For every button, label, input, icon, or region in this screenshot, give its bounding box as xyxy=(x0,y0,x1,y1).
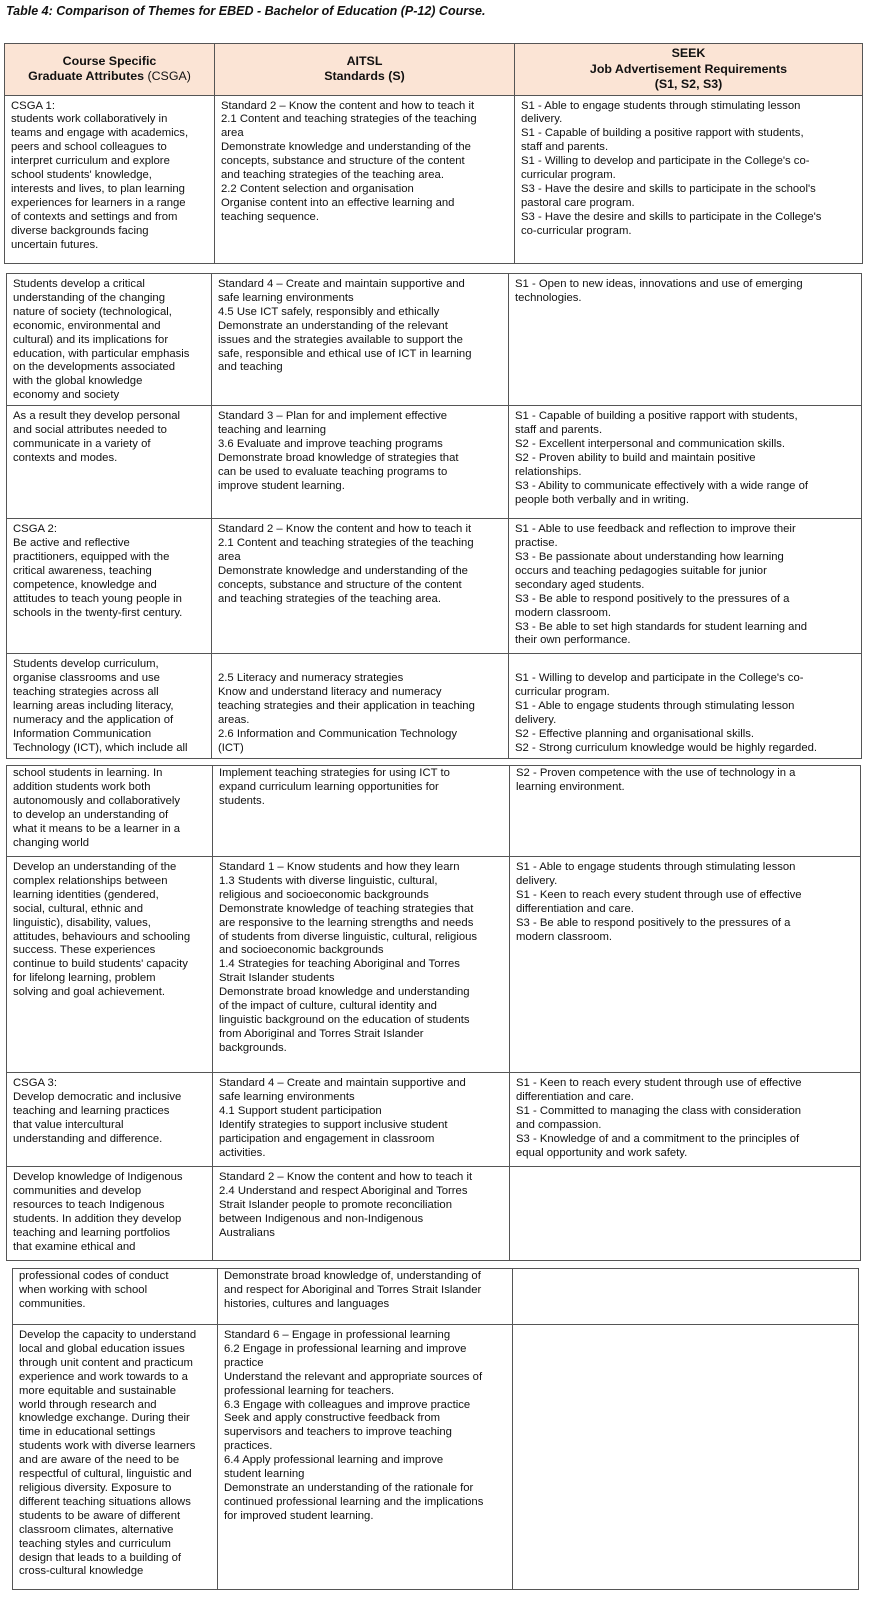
header-csga-line1: Course Specific xyxy=(62,53,157,68)
table-row xyxy=(7,406,862,519)
header-seek-line1: SEEK xyxy=(671,46,706,60)
aitsl-cell: Standard 2 – Know the content and how to teach it 2.4 Understand and respect Aboriginal and Torres Strait Islander people to promote reconciliation between Indigenous and non-Indigenous Australians xyxy=(213,1167,510,1261)
seek-cell: S1 - Capable of building a positive rapport with students, staff and parents. S2 - Excellent interpersonal and communication skills. S2 - Proven ability to build and maintain positive relationships. S3 - Ability to communicate effectively with a wide range of people both verbally and in writing. xyxy=(509,406,862,519)
seek-cell: S1 - Willing to develop and participate in the College's co- curricular program. S1 - Able to engage students through stimulating lesson delivery. S2 - Effective planning and organisational skills. S2 - Strong curriculum knowledge would be highly regarded. xyxy=(509,654,862,758)
aitsl-cell: Standard 3 – Plan for and implement effective teaching and learning 3.6 Evaluate and improve teaching programs Demonstrate broad knowledge of strategies that can be used to evaluate teaching programs to improve student learning. xyxy=(212,406,509,519)
table-row xyxy=(13,1269,859,1325)
csga-cell: Develop the capacity to understand local and global education issues through unit content and practicum experience and work towards to a more equitable and sustainable world through research and knowledge exchange. During their time in educational settings students work with diverse learners and are aware of the need to be respectful of cultural, linguistic and religious diversity. Exposure to different teaching situations allows students to be aware of different classroom climates, alternative teaching styles and curriculum design that leads to a building of cross-cultural knowledge xyxy=(13,1325,218,1590)
header-seek xyxy=(515,44,863,96)
header-csga-line2: Graduate Attributes xyxy=(28,69,145,84)
header-aitsl-line1: AITSL xyxy=(346,53,383,68)
csga-cell: CSGA 1: students work collaboratively in teams and engage with academics, peers and school colleagues to interpret curriculum and explore school students' knowledge, interests and lives, to plan learning experiences for learners in a range of contexts and settings and from diverse backgrounds facing uncertain futures. xyxy=(5,95,215,263)
seek-cell xyxy=(513,1325,859,1590)
aitsl-cell: Demonstrate broad knowledge of, understanding of and respect for Aboriginal and Torres Strait Islander histories, cultures and languages xyxy=(218,1269,513,1325)
csga-cell: As a result they develop personal and social attributes needed to communicate in a variety of contexts and modes. xyxy=(7,406,212,519)
seek-cell: S1 - Able to engage students through stimulating lesson delivery. S1 - Keen to reach every student through use of effective differentiation and care. S3 - Be able to respond positively to the pressures of a modern classroom. xyxy=(510,857,861,1073)
header-seek-line3: (S1, S2, S3) xyxy=(654,77,723,91)
seek-cell xyxy=(510,1167,861,1261)
header-csga xyxy=(5,44,215,96)
table-segment-3 xyxy=(6,765,861,1261)
header-aitsl-line2: Standards (S) xyxy=(324,69,405,84)
table-row xyxy=(13,1325,859,1590)
table-row xyxy=(7,1167,861,1261)
table-caption: Table 4: Comparison of Themes for EBED - Bachelor of Education (P-12) Course. xyxy=(6,4,486,18)
csga-cell: Develop an understanding of the complex relationships between learning identities (gendered, social, cultural, ethnic and linguistic), disability, values, attitudes, behaviours and schooling success. These experiences continue to build students' capacity for lifelong learning, problem solving and goal achievement. xyxy=(7,857,213,1073)
table-row xyxy=(7,766,861,857)
aitsl-cell: 2.5 Literacy and numeracy strategies Know and understand literacy and numeracy teaching strategies and their application in teaching areas. 2.6 Information and Communication Technology (ICT) xyxy=(212,654,509,758)
aitsl-cell: Standard 2 – Know the content and how to teach it 2.1 Content and teaching strategies of the teaching area Demonstrate knowledge and understanding of the concepts, substance and structure of the content and teaching strategies of the teaching area. xyxy=(212,519,509,654)
seek-cell: S1 - Able to use feedback and reflection to improve their practise. S3 - Be passionate about understanding how learning occurs and teaching pedagogies suitable for junior secondary aged students. S3 - Be able to respond positively to the pressures of a modern classroom. S3 - Be able to set high standards for student learning and their own performance. xyxy=(509,519,862,654)
header-row xyxy=(5,44,863,96)
aitsl-cell: Standard 4 – Create and maintain supportive and safe learning environments 4.1 Support student participation Identify strategies to support inclusive student participation and engagement in classroom activities. xyxy=(213,1073,510,1167)
table-segment-4 xyxy=(12,1268,859,1590)
seek-cell: S1 - Keen to reach every student through use of effective differentiation and care. S1 - Committed to managing the class with consideration and compassion. S3 - Knowledge of and a commitment to the principles of equal opportunity and work safety. xyxy=(510,1073,861,1167)
header-csga-abbr: (CSGA) xyxy=(147,69,191,84)
table-row xyxy=(7,654,862,758)
csga-cell: professional codes of conduct when working with school communities. xyxy=(13,1269,218,1325)
csga-cell: CSGA 2: Be active and reflective practitioners, equipped with the critical awareness, teaching competence, knowledge and attitudes to teach young people in schools in the twenty-first century. xyxy=(7,519,212,654)
table-row xyxy=(5,95,863,263)
aitsl-cell: Standard 4 – Create and maintain supportive and safe learning environments 4.5 Use ICT safely, responsibly and ethically Demonstrate an understanding of the relevant issues and the strategies available to support the safe, responsible and ethical use of ICT in learning and teaching xyxy=(212,274,509,406)
header-aitsl xyxy=(215,44,515,96)
seek-cell: S1 - Open to new ideas, innovations and use of emerging technologies. xyxy=(509,274,862,406)
table-row xyxy=(7,519,862,654)
csga-cell: school students in learning. In addition students work both autonomously and collaboratively to develop an understanding of what it means to be a learner in a changing world xyxy=(7,766,213,857)
csga-cell: Develop knowledge of Indigenous communities and develop resources to teach Indigenous students. In addition they develop teaching and learning portfolios that examine ethical and xyxy=(7,1167,213,1261)
seek-cell xyxy=(513,1269,859,1325)
aitsl-cell: Implement teaching strategies for using ICT to expand curriculum learning opportunities for students. xyxy=(213,766,510,857)
csga-cell: Students develop a critical understanding of the changing nature of society (technological, economic, environmental and cultural) and its implications for education, with particular emphasis on the developments associated with the global knowledge economy and society xyxy=(7,274,212,406)
aitsl-cell: Standard 6 – Engage in professional learning 6.2 Engage in professional learning and improve practice Understand the relevant and appropriate sources of professional learning for teachers. 6.3 Engage with colleagues and improve practice Seek and apply constructive feedback from supervisors and teachers to improve teaching practices. 6.4 Apply professional learning and improve student learning Demonstrate an understanding of the rationale for continued professional learning and the implications for improved student learning. xyxy=(218,1325,513,1590)
table-row xyxy=(7,857,861,1073)
aitsl-cell: Standard 1 – Know students and how they learn 1.3 Students with diverse linguistic, cultural, religious and socioeconomic backgrounds Demonstrate knowledge of teaching strategies that are responsive to the learning strengths and needs of students from diverse linguistic, cultural, religious and socioeconomic backgrounds 1.4 Strategies for teaching Aboriginal and Torres Strait Islander students Demonstrate broad knowledge and understanding of the impact of culture, cultural identity and linguistic background on the education of students from Aboriginal and Torres Strait Islander backgrounds. xyxy=(213,857,510,1073)
table-row xyxy=(7,1073,861,1167)
table-segment-1 xyxy=(4,43,863,264)
csga-cell: Students develop curriculum, organise classrooms and use teaching strategies across all learning areas including literacy, numeracy and the application of Information Communication Technology (ICT), which include all xyxy=(7,654,212,758)
table-row xyxy=(7,274,862,406)
seek-cell: S2 - Proven competence with the use of technology in a learning environment. xyxy=(510,766,861,857)
table-segment-2 xyxy=(6,273,862,759)
aitsl-cell: Standard 2 – Know the content and how to teach it 2.1 Content and teaching strategies of the teaching area Demonstrate knowledge and understanding of the concepts, substance and structure of the content and teaching strategies of the teaching area. 2.2 Content selection and organisation Organise content into an effective learning and teaching sequence. xyxy=(215,95,515,263)
header-seek-line2: Job Advertisement Requirements xyxy=(589,61,788,76)
seek-cell: S1 - Able to engage students through stimulating lesson delivery. S1 - Capable of building a positive rapport with students, staff and parents. S1 - Willing to develop and participate in the College's co- curricular program. S3 - Have the desire and skills to participate in the school's pastoral care program. S3 - Have the desire and skills to participate in the College's co-curricular program. xyxy=(515,95,863,263)
csga-cell: CSGA 3: Develop democratic and inclusive teaching and learning practices that value intercultural understanding and difference. xyxy=(7,1073,213,1167)
